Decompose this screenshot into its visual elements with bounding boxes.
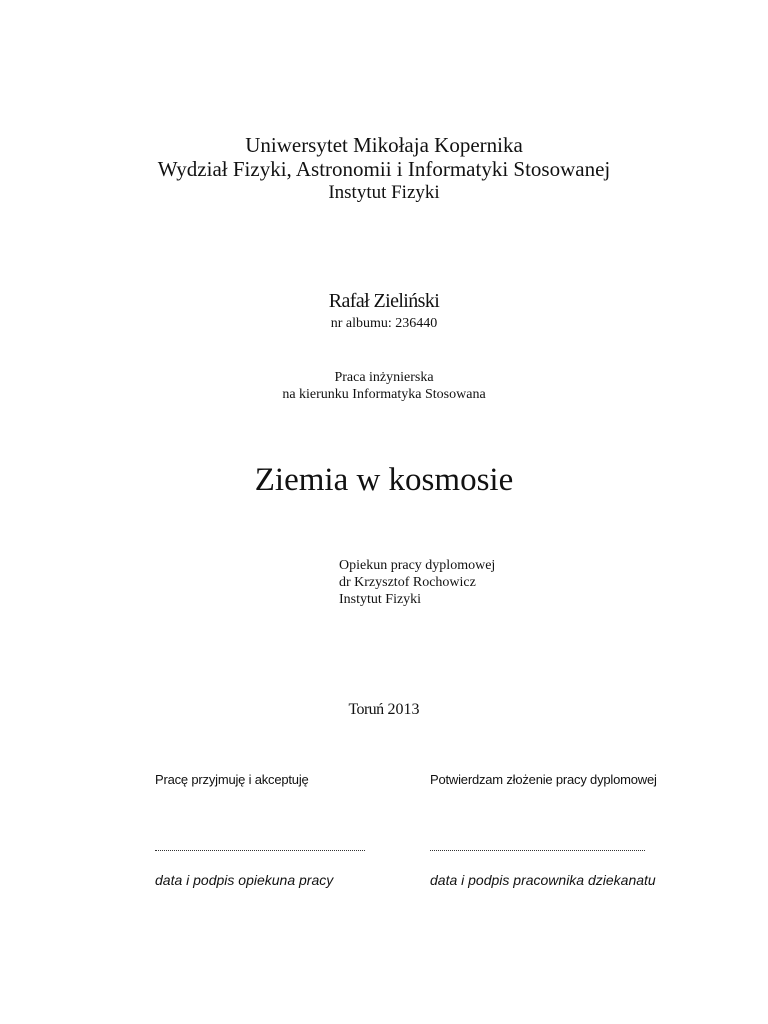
- author-name: Rafał Zieliński: [328, 290, 440, 312]
- thesis-type: Praca inżynierska: [334, 370, 434, 385]
- year: 2013: [387, 701, 420, 718]
- deanery-confirmation-statement: Potwierdzam złożenie pracy dyplomowej: [430, 772, 657, 787]
- supervisor-role: Opiekun pracy dyplomowej: [339, 558, 496, 573]
- deanery-signature-line: [430, 850, 645, 851]
- album-number: nr albumu: 236440: [330, 316, 438, 331]
- supervisor-signature-line: [155, 850, 365, 851]
- university-name: Uniwersytet Mikołaja Kopernika: [245, 133, 523, 157]
- supervisor-signature-caption: data i podpis opiekuna pracy: [155, 872, 334, 888]
- thesis-title: Ziemia w kosmosie: [254, 462, 514, 498]
- city-name: Toruń: [348, 701, 384, 718]
- faculty-name: Wydział Fizyki, Astronomii i Informatyki Stosowanej: [157, 157, 611, 181]
- thesis-field: na kierunku Informatyka Stosowana: [282, 387, 486, 402]
- supervisor-acceptance-statement: Pracę przyjmuję i akceptuję: [155, 772, 309, 787]
- place-date: [0, 700, 768, 720]
- deanery-signature-caption: data i podpis pracownika dziekanatu: [430, 872, 656, 888]
- supervisor-name: dr Krzysztof Rochowicz: [339, 575, 476, 590]
- supervisor-institute: Instytut Fizyki: [339, 592, 422, 607]
- institute-name: Instytut Fizyki: [328, 182, 440, 203]
